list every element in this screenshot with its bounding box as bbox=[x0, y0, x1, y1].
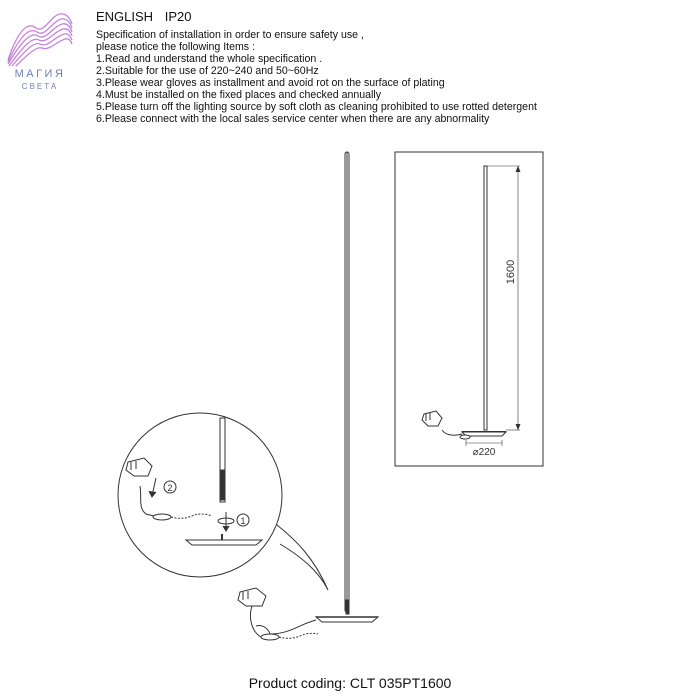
dimension-box bbox=[395, 152, 543, 466]
safety-item: 6.Please connect with the local sales service center when there are any abnormality bbox=[96, 113, 490, 125]
product-coding: Product coding: CLT 035PT1600 bbox=[248, 675, 452, 691]
step-1-number: 1 bbox=[240, 516, 246, 526]
ip-rating: IP20 bbox=[164, 9, 192, 24]
lamp-cable bbox=[250, 606, 318, 640]
safety-item: 4.Must be installed on the fixed places and checked annually bbox=[96, 89, 382, 101]
intro-line: Specification of installation in order to ensure safety use , bbox=[96, 29, 364, 41]
safety-item: 5.Please turn off the lighting source by soft cloth as cleaning prohibited to use rotted detergent bbox=[96, 101, 537, 113]
brand-tagline: СВЕТА bbox=[21, 82, 59, 91]
diameter-dimension-label: ⌀220 bbox=[472, 447, 496, 458]
height-dimension-label: 1600 bbox=[505, 259, 517, 285]
detail-lamp-pole bbox=[220, 418, 225, 502]
floor-lamp bbox=[316, 152, 378, 622]
language-label: ENGLISH bbox=[96, 9, 154, 24]
safety-item: 3.Please wear gloves as installment and avoid rot on the surface of plating bbox=[96, 77, 445, 89]
brand-name: МАГИЯ bbox=[14, 68, 66, 80]
safety-item: 2.Suitable for the use of 220~240 and 50~60Hz bbox=[96, 65, 319, 77]
safety-item: 1.Read and understand the whole specification . bbox=[96, 53, 323, 65]
power-plug-icon bbox=[238, 588, 266, 606]
intro-line: please notice the following Items : bbox=[96, 41, 255, 53]
step-2-number: 2 bbox=[167, 483, 173, 493]
dimension-lamp bbox=[442, 166, 520, 446]
dimension-plug-icon bbox=[422, 411, 442, 426]
